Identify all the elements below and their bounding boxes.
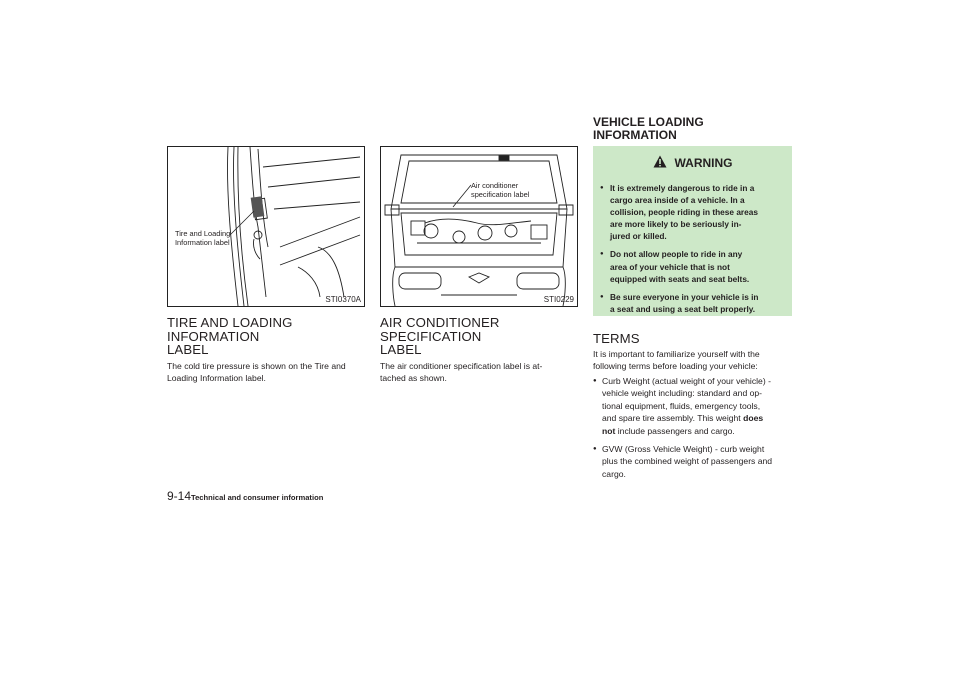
- warning-list: [599, 182, 789, 321]
- page-number: 9-14: [167, 489, 192, 503]
- bullet-icon: ●: [600, 293, 604, 300]
- ac-label-figure: [380, 146, 578, 307]
- engine-bay-illustration: [381, 147, 577, 306]
- terms-intro: It is important to familiarize yourself with the following terms before loading your vehicle:: [593, 349, 760, 372]
- ac-label-heading: AIR CONDITIONER SPECIFICATION LABEL: [380, 315, 500, 357]
- terms-heading: TERMS: [593, 331, 640, 346]
- warning-icon: [653, 155, 667, 168]
- chapter-title: Technical and consumer information: [191, 493, 324, 502]
- warning-title: WARNING: [593, 155, 792, 170]
- tire-label-figure: [167, 146, 365, 307]
- ac-figure-code: STI0229: [543, 295, 574, 304]
- tire-figure-code: STI0370A: [325, 295, 361, 304]
- vehicle-loading-heading: VEHICLE LOADING INFORMATION: [593, 115, 704, 142]
- door-jamb-illustration: [168, 147, 364, 306]
- ac-label-body: The air conditioner specification label is at- tached as shown.: [380, 360, 543, 383]
- bullet-icon: ●: [593, 378, 597, 384]
- bullet-icon: ●: [600, 251, 604, 258]
- term-item-curb-weight: ● Curb Weight (actual weight of your vehicle) - vehicle weight including: standard and op- tional equipment, fluids, emergency tools, and spare tire assembly. This weight does not include passengers and cargo.: [593, 376, 771, 436]
- ac-label-section: [380, 316, 580, 384]
- term-item-gvw: ● GVW (Gross Vehicle Weight) - curb weight plus the combined weight of passengers and cargo.: [593, 444, 773, 479]
- bullet-icon: ●: [593, 446, 597, 453]
- bullet-icon: ●: [600, 185, 604, 191]
- tire-label-section: [167, 316, 367, 384]
- warning-item: ● Do not allow people to ride in any area of your vehicle that is not equipped with seats and seat belts.: [600, 249, 750, 284]
- tire-label-heading: TIRE AND LOADING INFORMATION LABEL: [167, 315, 293, 357]
- tire-label-body: The cold tire pressure is shown on the Tire and Loading Information label.: [167, 360, 346, 383]
- warning-box: [593, 146, 792, 316]
- tire-figure-callout: Tire and Loading Information label: [175, 229, 231, 247]
- terms-list: [593, 375, 795, 486]
- warning-item: ● It is extremely dangerous to ride in a cargo area inside of a vehicle. In a collision, people riding in these areas are more likely to be seriously in- jured or killed.: [600, 183, 758, 242]
- warning-item: ● Be sure everyone in your vehicle is in a seat and using a seat belt properly.: [600, 291, 759, 314]
- ac-figure-callout: Air conditioner specification label: [471, 181, 530, 199]
